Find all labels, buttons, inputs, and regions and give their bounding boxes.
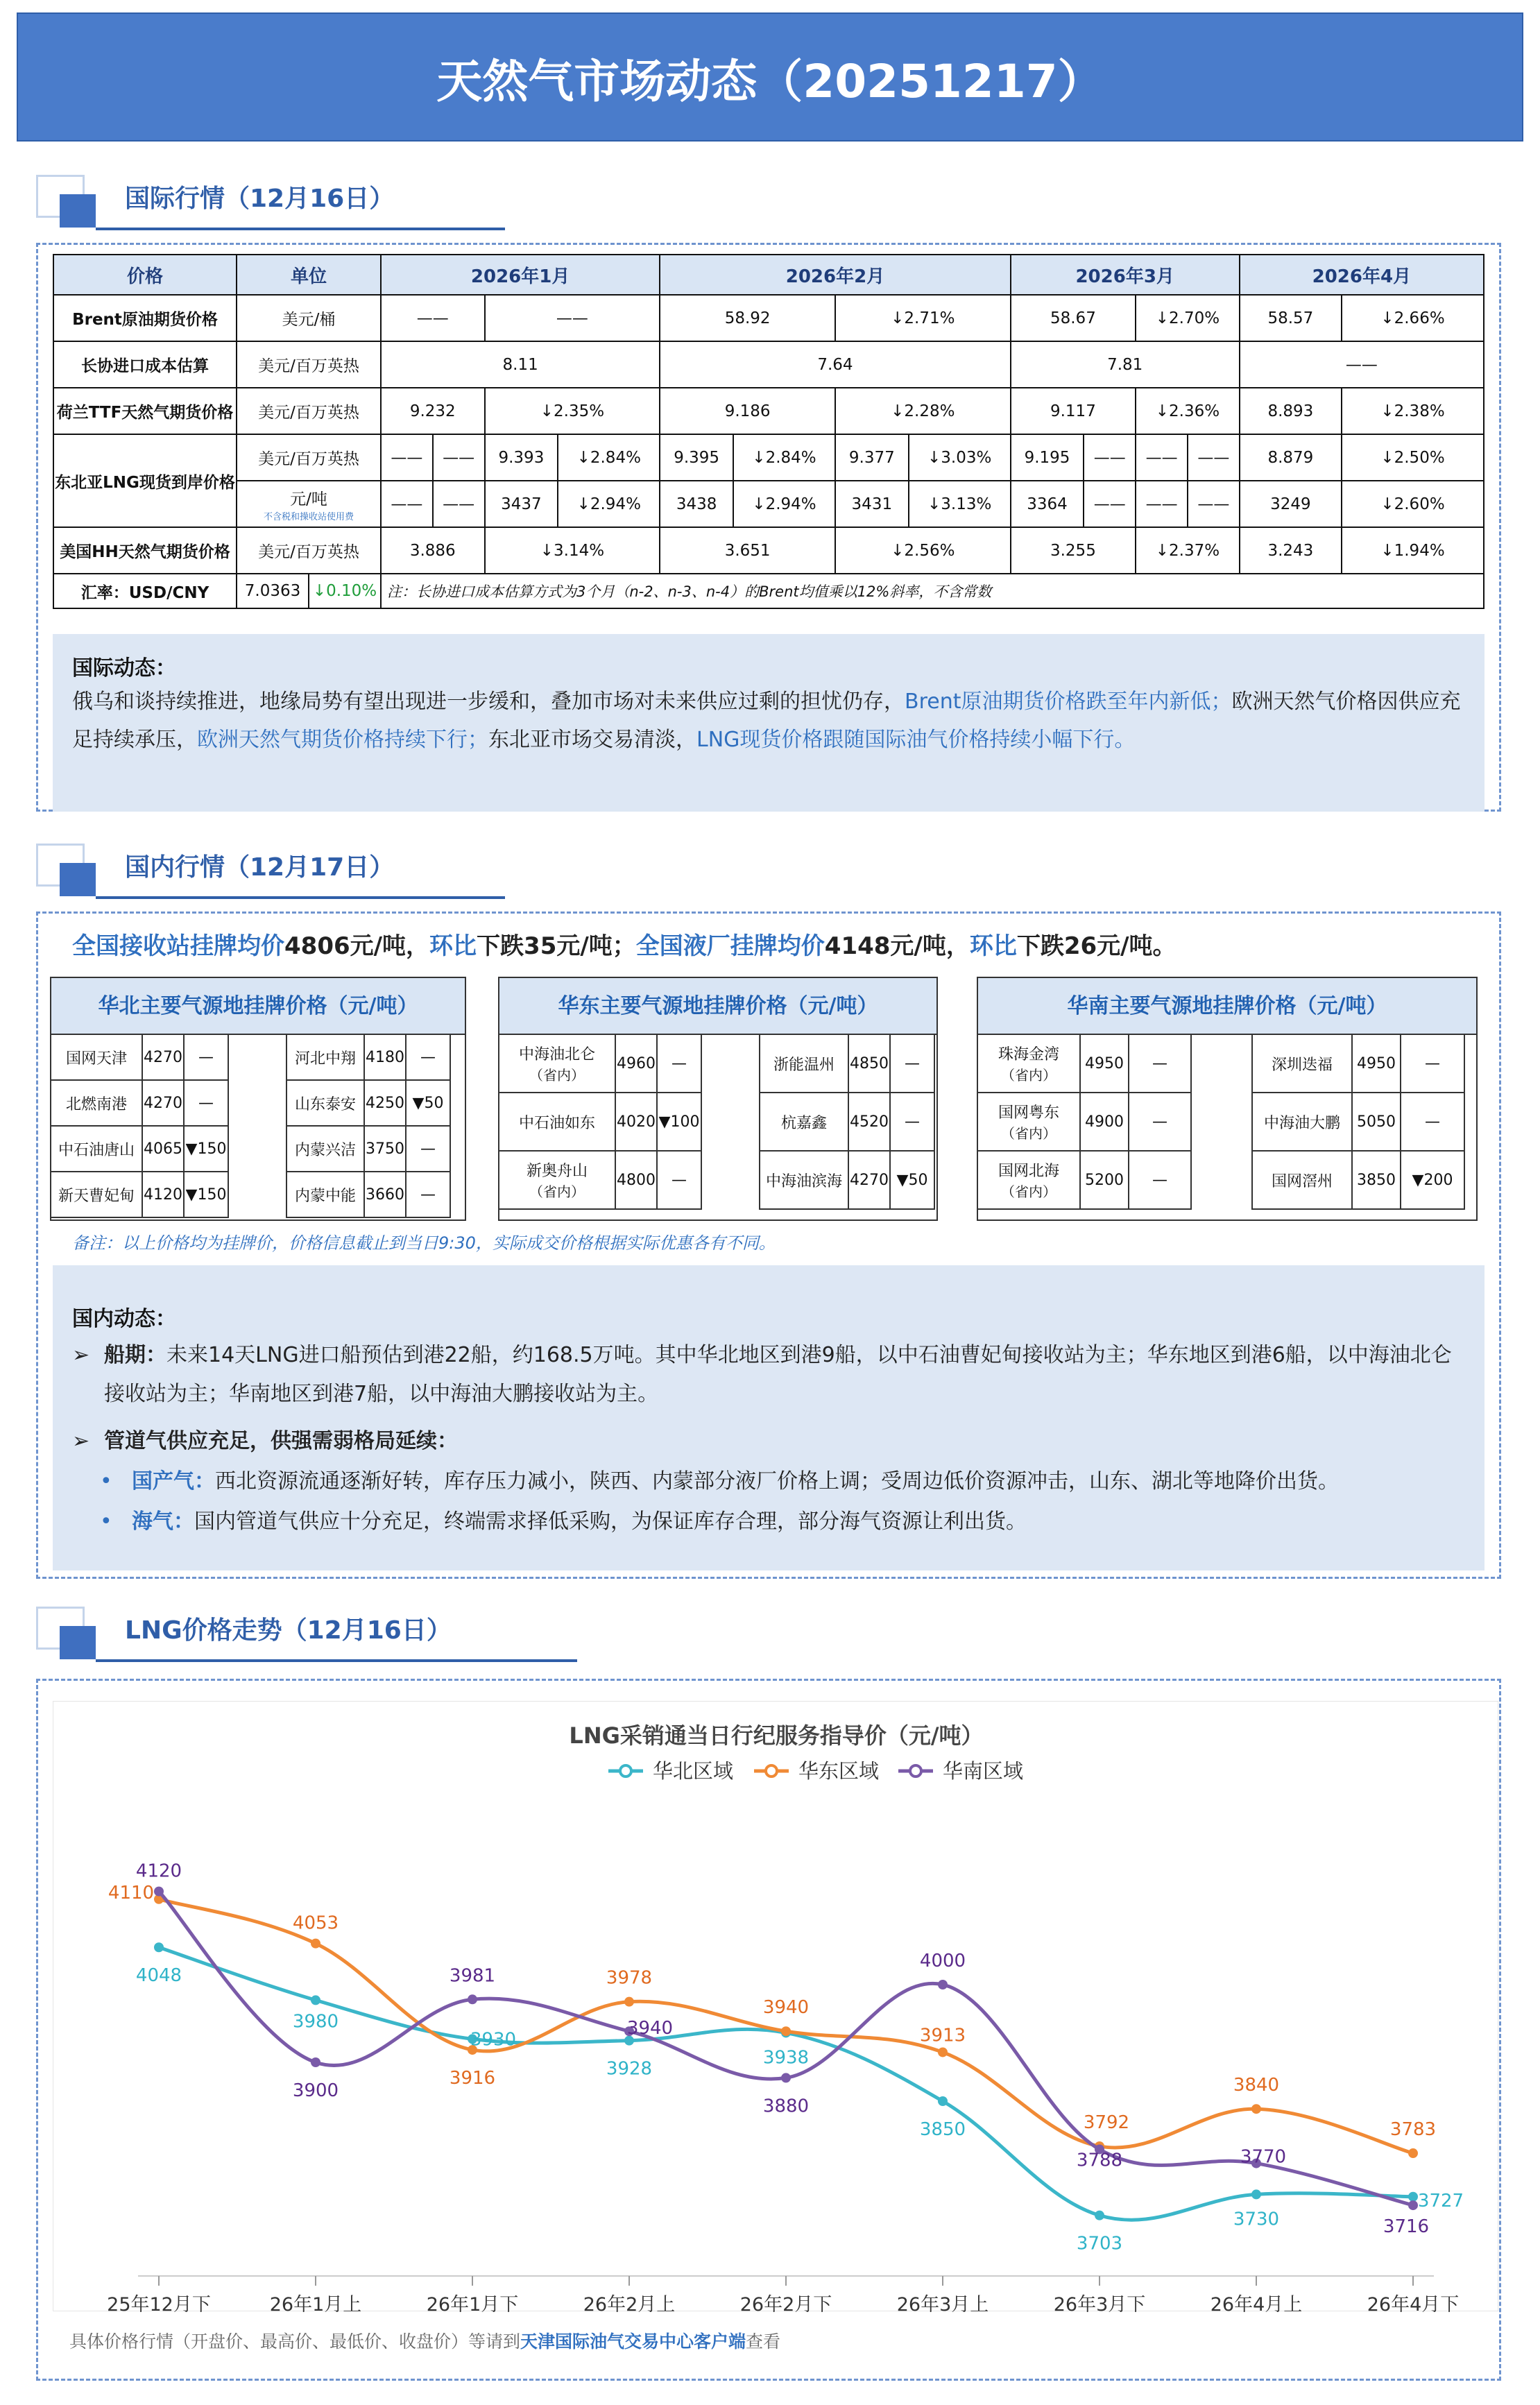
summary-segment: 4148元/吨， — [824, 932, 970, 960]
data-label: 3980 — [292, 2011, 339, 2032]
table-row — [286, 1172, 450, 1217]
dynamics-heading: 国内动态： — [72, 1307, 176, 1331]
data-label: 3940 — [626, 2018, 674, 2039]
data-point — [311, 1995, 320, 2005]
panel-title: 华北主要气源地挂牌价格（元/吨） — [51, 978, 465, 1035]
dynamics-heading: 国际动态： — [72, 656, 176, 681]
dynamics-text — [72, 683, 1466, 759]
price-change: — — [406, 1034, 450, 1080]
dynamics-segment: 欧洲天然气期货价格持续下行； — [197, 728, 488, 752]
source-name: 深圳迭福 — [1252, 1034, 1352, 1093]
data-label: 3783 — [1389, 2119, 1437, 2141]
table-row — [51, 1126, 228, 1172]
table-row: 荷兰TTF天然气期货价格 美元/百万英热 9.232 ↓2.35% 9.186 ↓2.28% 9.117 ↓2.36% 8.893 ↓2.38% — [53, 388, 1484, 434]
price-value: 4900 — [1080, 1093, 1129, 1151]
price-value: 4065 — [142, 1126, 184, 1172]
price-value: 4180 — [364, 1034, 406, 1080]
legend-marker — [766, 1765, 777, 1777]
source-name: 浙能温州 — [760, 1034, 848, 1093]
chart-footer: 具体价格行情（开盘价、最高价、最低价、收盘价）等请到天津国际油气交易中心客户端查看 — [69, 2331, 781, 2352]
price-change: — — [657, 1034, 701, 1093]
price-subtable — [50, 1034, 229, 1218]
price-subtable — [977, 1034, 1192, 1210]
x-tick-label: 26年2月下 — [739, 2294, 832, 2312]
price-change: — — [657, 1151, 701, 1209]
price-value: 4020 — [615, 1093, 657, 1151]
price-subtable — [286, 1034, 451, 1218]
price-value: 4520 — [848, 1093, 890, 1151]
price-change: — — [890, 1093, 934, 1151]
legend-marker — [910, 1765, 921, 1777]
dynamics-segment: 东北亚市场交易清淡， — [488, 728, 696, 752]
data-point — [1408, 2192, 1418, 2202]
legend-label: 华北区域 — [653, 1759, 734, 1783]
table-row — [286, 1126, 450, 1172]
data-point — [154, 1887, 164, 1897]
summary-segment: 环比 — [969, 932, 1017, 960]
page-title: 天然气市场动态（20251217） — [17, 12, 1523, 142]
price-value: 4120 — [142, 1172, 184, 1217]
data-label: 3940 — [762, 1997, 810, 2019]
data-label: 3900 — [292, 2080, 339, 2101]
data-label: 3978 — [606, 1967, 653, 1989]
source-name: 内蒙中能 — [286, 1172, 364, 1217]
data-point — [1408, 2148, 1418, 2158]
source-name: 河北中翔 — [286, 1034, 364, 1080]
data-label: 3981 — [449, 1965, 496, 1987]
section-title: 国内行情（12月17日） — [125, 853, 395, 882]
price-subtable — [498, 1034, 702, 1210]
section-title: LNG价格走势（12月16日） — [125, 1616, 452, 1645]
table-row — [51, 1034, 228, 1080]
price-value: 4270 — [142, 1080, 184, 1126]
data-label: 3880 — [762, 2096, 810, 2117]
table-row — [499, 1151, 701, 1209]
source-name: 中海油大鹏 — [1252, 1093, 1352, 1151]
table-row — [286, 1034, 450, 1080]
source-name: 内蒙兴洁 — [286, 1126, 364, 1172]
chart-title: LNG采销通当日行纪服务指导价（元/吨） — [569, 1722, 984, 1749]
legend-marker — [620, 1765, 631, 1777]
dynamics-segment: 欧洲天然气价格因供应充足持续承压， — [72, 690, 1461, 752]
data-label: 3938 — [762, 2047, 810, 2069]
data-label: 3916 — [449, 2068, 496, 2089]
data-point — [1095, 2211, 1104, 2220]
lng-price-line-chart — [53, 1702, 1499, 2312]
table-row — [760, 1093, 934, 1151]
data-point — [1251, 2104, 1261, 2114]
data-point — [311, 1939, 320, 1949]
price-value: 4950 — [1080, 1034, 1129, 1093]
table-row — [286, 1080, 450, 1126]
source-name: 中海油滨海 — [760, 1151, 848, 1209]
table-row: Brent原油期货价格 美元/桶 —— —— 58.92 ↓2.71% 58.67 ↓2.70% 58.57 ↓2.66% — [53, 295, 1484, 341]
source-name: 珠海金湾 （省内） — [977, 1034, 1080, 1093]
domestic-dynamics-box — [53, 1265, 1485, 1570]
source-name: 国网粤东 （省内） — [977, 1093, 1080, 1151]
summary-segment: 全国液厂挂牌均价 — [635, 932, 825, 960]
data-point — [311, 2057, 320, 2067]
data-label: 3840 — [1233, 2075, 1280, 2096]
table-row — [499, 1034, 701, 1093]
price-change: — — [1129, 1093, 1191, 1151]
table-row — [51, 1080, 228, 1126]
data-label: 3930 — [470, 2029, 517, 2051]
international-dynamics-box — [53, 634, 1485, 812]
source-name: 国网滘州 — [1252, 1151, 1352, 1209]
data-point — [938, 1980, 948, 1989]
panel-title: 华南主要气源地挂牌价格（元/吨） — [978, 978, 1476, 1035]
source-name: 国网天津 — [51, 1034, 142, 1080]
international-price-table — [53, 254, 1485, 609]
price-change: ▼100 — [657, 1093, 701, 1151]
col-header-m1: 2026年1月 — [381, 255, 660, 295]
data-label: 3850 — [919, 2119, 966, 2140]
section-header-international — [36, 175, 536, 233]
price-remark: 备注：以上价格均为挂牌价，价格信息截止到当日9:30，实际成交价格根据实际优惠各有不同。 — [72, 1233, 776, 1253]
section-header-domestic — [36, 844, 536, 902]
col-header-unit: 单位 — [237, 255, 381, 295]
source-name: 新天曹妃甸 — [51, 1172, 142, 1217]
data-label: 4048 — [135, 1965, 182, 1987]
table-row: 美国HH天然气期货价格 美元/百万英热 3.886 ↓3.14% 3.651 ↓2.56% 3.255 ↓2.37% 3.243 ↓1.94% — [53, 527, 1484, 574]
section-header-lng-trend — [36, 1607, 563, 1665]
source-name: 中海油北仑 （省内） — [499, 1034, 615, 1093]
data-label: 3928 — [606, 2058, 653, 2080]
price-value: 4270 — [142, 1034, 184, 1080]
x-tick-label: 26年4月上 — [1210, 2294, 1303, 2312]
table-row: 汇率：USD/CNY 7.0363 ↓0.10% 注：长协进口成本估算方式为3个月（n-2、n-3、n-4）的Brent均值乘以12%斜率，不含常数 — [53, 574, 1484, 608]
price-value: 4960 — [615, 1034, 657, 1093]
data-point — [781, 2026, 791, 2036]
table-row — [977, 1093, 1191, 1151]
data-label: 3792 — [1083, 2112, 1130, 2133]
price-change: — — [184, 1034, 228, 1080]
x-tick-label: 26年3月下 — [1053, 2294, 1146, 2312]
price-value: 4800 — [615, 1151, 657, 1209]
price-change: — — [1401, 1034, 1464, 1093]
section-title: 国际行情（12月16日） — [125, 185, 395, 213]
data-label: 4110 — [108, 1882, 155, 1903]
pipe-item: ➢ 管道气供应充足，供强需弱格局延续： — [72, 1429, 458, 1453]
price-change: ▼50 — [890, 1151, 934, 1209]
table-row — [1252, 1151, 1464, 1209]
sea-gas-item: • 海气：国内管道气供应十分充足，终端需求择低采购，为保证库存合理，部分海气资源让利出货。 — [100, 1509, 1027, 1534]
price-change: ▼150 — [184, 1126, 228, 1172]
series-line — [159, 1947, 1413, 2220]
data-label: 3727 — [1417, 2190, 1464, 2211]
ship-item: ➢ 船期：未来14天LNG进口船预估到港22船，约168.5万吨。其中华北地区到港9船，以中石油曹妃甸接收站为主；华东地区到港6船，以中海油北仑接收站为主；华南地区到港7船，以中海油大鹏接收站为主。 — [72, 1343, 1452, 1406]
dynamics-segment: 俄乌和谈持续推进，地缘局势有望出现进一步缓和，叠加市场对未来供应过剩的担忧仍存， — [72, 690, 905, 714]
source-name: 杭嘉鑫 — [760, 1093, 848, 1151]
price-change: — — [406, 1172, 450, 1217]
source-name: 中石油如东 — [499, 1093, 615, 1151]
source-name: 中石油唐山 — [51, 1126, 142, 1172]
price-value: 3750 — [364, 1126, 406, 1172]
data-point — [938, 2096, 948, 2106]
price-subtable — [759, 1034, 935, 1210]
table-row: 东北亚LNG现货到岸价格 美元/百万英热 —— —— 9.393 ↓2.84% 9.395 ↓2.84% 9.377 ↓3.03% 9.195 —— —— —— 8.879 ↓2.50% — [53, 434, 1484, 481]
table-row: 长协进口成本估算 美元/百万英热 8.11 7.64 7.81 —— — [53, 341, 1484, 388]
price-change: — — [1129, 1034, 1191, 1093]
data-label: 3770 — [1240, 2146, 1287, 2168]
source-name: 新奥舟山 （省内） — [499, 1151, 615, 1209]
data-point — [154, 1942, 164, 1952]
data-label: 4120 — [135, 1860, 182, 1882]
table-row — [760, 1034, 934, 1093]
chart-box — [53, 1701, 1498, 2311]
summary-segment: 4806元/吨， — [284, 932, 430, 960]
data-label: 3913 — [919, 2025, 966, 2046]
price-change: ▼50 — [406, 1080, 450, 1126]
table-row — [977, 1034, 1191, 1093]
legend-label: 华南区域 — [943, 1759, 1024, 1783]
price-change: — — [890, 1034, 934, 1093]
data-label: 3703 — [1076, 2233, 1123, 2254]
source-name: 北燃南港 — [51, 1080, 142, 1126]
x-tick-label: 26年1月下 — [426, 2294, 519, 2312]
col-header-m2: 2026年2月 — [660, 255, 1010, 295]
price-value: 5200 — [1080, 1151, 1129, 1209]
client-link[interactable]: 天津国际油气交易中心客户端 — [520, 2331, 746, 2352]
price-change: ▼150 — [184, 1172, 228, 1217]
domestic-gas-item: • 国产气：西北资源流通逐渐好转，库存压力减小，陕西、内蒙部分液厂价格上调；受周边低价资源冲击，山东、湖北等地降价出货。 — [100, 1469, 1339, 1494]
data-point — [624, 1997, 634, 2007]
table-row — [499, 1093, 701, 1151]
price-change: ▼200 — [1401, 1151, 1464, 1209]
domestic-summary — [72, 927, 1177, 961]
price-subtable — [1251, 1034, 1465, 1210]
dynamics-segment: Brent原油期货价格跌至年内新低； — [905, 690, 1232, 714]
summary-segment: 下跌35元/吨； — [477, 932, 636, 960]
data-label: 3716 — [1383, 2216, 1430, 2238]
price-change: — — [1401, 1093, 1464, 1151]
data-label: 4053 — [292, 1912, 339, 1934]
summary-segment: 下跌26元/吨。 — [1016, 932, 1177, 960]
col-header-price: 价格 — [53, 255, 237, 295]
dynamics-segment: LNG现货价格跟随国际油气价格持续小幅下行。 — [696, 728, 1136, 752]
table-row — [1252, 1034, 1464, 1093]
col-header-m4: 2026年4月 — [1240, 255, 1484, 295]
price-change: — — [1129, 1151, 1191, 1209]
price-value: 5050 — [1352, 1093, 1401, 1151]
x-tick-label: 26年1月上 — [269, 2294, 362, 2312]
price-change: — — [406, 1126, 450, 1172]
table-row — [977, 1151, 1191, 1209]
summary-segment: 全国接收站挂牌均价 — [72, 932, 284, 960]
x-tick-label: 25年12月下 — [107, 2294, 211, 2312]
price-change: — — [184, 1080, 228, 1126]
x-tick-label: 26年2月上 — [583, 2294, 676, 2312]
source-name: 国网北海 （省内） — [977, 1151, 1080, 1209]
panel-title: 华东主要气源地挂牌价格（元/吨） — [499, 978, 936, 1035]
table-row — [51, 1172, 228, 1217]
data-label: 3788 — [1076, 2150, 1123, 2171]
legend-label: 华东区域 — [798, 1759, 880, 1783]
price-value: 4950 — [1352, 1034, 1401, 1093]
price-value: 4270 — [848, 1151, 890, 1209]
data-point — [468, 1994, 477, 2004]
table-row — [760, 1151, 934, 1209]
price-value: 3850 — [1352, 1151, 1401, 1209]
price-value: 4250 — [364, 1080, 406, 1126]
source-name: 山东泰安 — [286, 1080, 364, 1126]
data-point — [1251, 2189, 1261, 2199]
data-point — [781, 2073, 791, 2082]
table-row: 元/吨 不含税和操收站使用费 —— —— 3437 ↓2.94% 3438 ↓2.94% 3431 ↓3.13% 3364 —— —— —— 3249 ↓2.60% — [53, 481, 1484, 527]
data-label: 3730 — [1233, 2209, 1280, 2230]
data-label: 4000 — [919, 1951, 966, 1971]
price-value: 3660 — [364, 1172, 406, 1217]
x-tick-label: 26年3月上 — [896, 2294, 989, 2312]
col-header-m3: 2026年3月 — [1011, 255, 1240, 295]
data-point — [938, 2047, 948, 2057]
price-value: 4850 — [848, 1034, 890, 1093]
data-point — [1408, 2200, 1418, 2210]
x-tick-label: 26年4月下 — [1367, 2294, 1460, 2312]
table-row — [1252, 1093, 1464, 1151]
summary-segment: 环比 — [429, 932, 477, 960]
